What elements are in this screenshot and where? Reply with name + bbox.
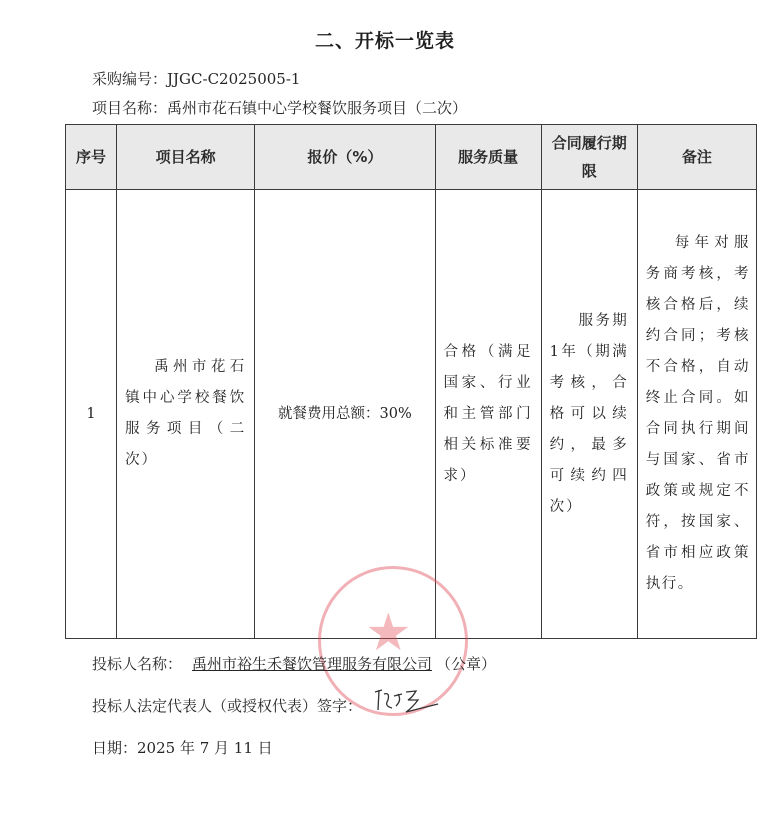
- bidder-name-label: 投标人名称：: [92, 655, 183, 673]
- cell-project-name-text: 禹州市花石镇中心学校餐饮服务项目（二次）: [125, 359, 247, 468]
- header-index: 序号: [66, 125, 117, 190]
- cell-service-quality-text: 合格（满足国家、行业和主管部门相关标准要求）: [443, 343, 533, 484]
- project-name: [92, 97, 467, 118]
- cell-project-name: [117, 190, 255, 639]
- bidder-name-line: [92, 653, 496, 674]
- cell-remarks: [637, 190, 756, 639]
- cell-remarks-text: 每年对服务商考核，考核合格后，续约合同；考核不合格，自动终止合同。如合同执行期间与国家、省市政策或规定不符，按国家、省市相应政策执行。: [645, 235, 750, 592]
- project-name-label: 项目名称：: [92, 99, 168, 117]
- procurement-number-value: JJGC-C2025005-1: [167, 70, 301, 88]
- header-price: 报价（%）: [255, 125, 435, 190]
- cell-price: 就餐费用总额：30%: [255, 190, 435, 639]
- cell-index: 1: [66, 190, 117, 639]
- header-contract-term-label: 合同履行期限: [551, 134, 627, 180]
- seal-note: （公章）: [436, 655, 497, 673]
- date-label: 日期：: [92, 739, 138, 757]
- page-title: 二、开标一览表: [314, 30, 455, 52]
- cell-contract-term-text: 服务期1年（期满考核，合格可以续约，最多可续约四次）: [549, 312, 629, 515]
- star-icon: ★: [365, 603, 412, 663]
- handwritten-signature: [372, 686, 442, 716]
- procurement-number: [92, 68, 300, 89]
- project-name-value: 禹州市花石镇中心学校餐饮服务项目（二次）: [167, 99, 468, 117]
- signature-line: [92, 695, 362, 716]
- header-project-name: 项目名称: [117, 125, 255, 190]
- cell-service-quality: [435, 190, 541, 639]
- date-value: 2025 年 7 月 11 日: [137, 739, 273, 757]
- cell-contract-term: [541, 190, 637, 639]
- bid-opening-table: [65, 124, 757, 639]
- bidder-name-value: 禹州市裕生禾餐饮管理服务有限公司: [192, 655, 433, 673]
- table-header-row: [66, 125, 757, 190]
- signature-label: 投标人法定代表人（或授权代表）签字：: [92, 697, 363, 715]
- header-service-quality: 服务质量: [435, 125, 541, 190]
- procurement-number-label: 采购编号：: [92, 70, 168, 88]
- date-line: [92, 737, 273, 758]
- header-remarks: 备注: [637, 125, 756, 190]
- header-contract-term: [541, 125, 637, 190]
